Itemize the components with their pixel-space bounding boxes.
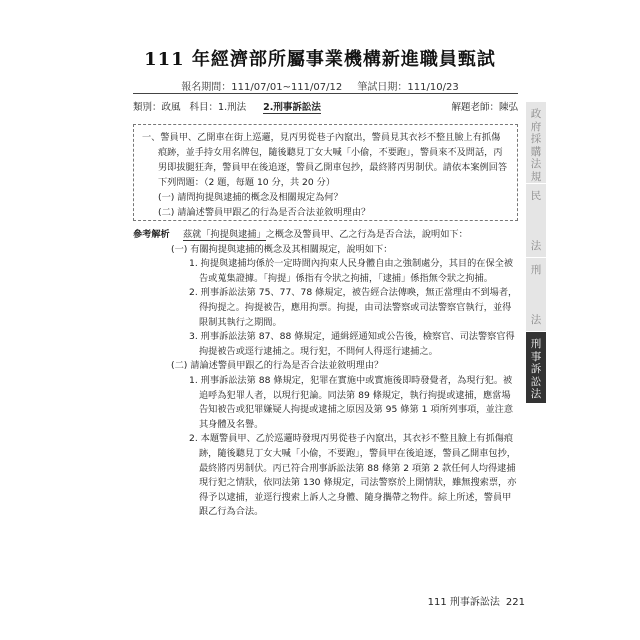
page-number: 221	[505, 597, 525, 608]
part1-item-1: 1. 拘提與逮捕均係於一定時間內拘束人民身體自由之強制處分，其目的在保全被告或蒐集證據。「拘提」係指有令狀之拘捕，「逮捕」係指無令狀之拘捕。	[189, 258, 514, 284]
meta-left	[133, 102, 327, 113]
registration-period: 報名期間：111/07/01~111/07/12	[181, 82, 343, 93]
answer-label: 參考解析	[133, 229, 170, 240]
page-footer	[428, 593, 525, 608]
meta-row	[133, 99, 518, 113]
sub-question-2: (二) 請論述警員甲跟乙的行為是否合法並敘明理由？	[158, 207, 371, 218]
part1-title: (一) 有關拘提與逮捕的概念及其相關規定，說明如下：	[171, 243, 393, 255]
part1-item-2: 2. 刑事訴訟法第 75、77、78 條規定，被告經合法傳喚，無正當理由不到場者，得拘提之。拘提被告，應用拘票。拘提，由司法警察或司法警察官執行，並得限制其執行之期間。	[189, 287, 518, 328]
side-tab-civil-end: 法	[530, 239, 542, 252]
subject-topic: 2.刑事訴訟法	[263, 102, 321, 113]
footer-book-label: 111 刑事訴訟法	[427, 597, 500, 608]
answer-intro	[133, 228, 518, 243]
subject-label: 科目：1.刑法	[189, 102, 247, 113]
side-tab-civil[interactable]: 民	[526, 184, 546, 258]
sub-question-1: (一) 請問拘提與逮捕的概念及相關規定為何？	[158, 192, 343, 203]
page-title: 111 年經濟部所屬事業機構新進職員甄試	[144, 49, 496, 70]
side-tab-procurement[interactable]: 政府採購法規	[526, 102, 546, 184]
answer-intro-rest: 之概念及警員甲、乙之行為是否合法，說明如下：	[265, 229, 468, 240]
category-label: 類別：政風	[133, 102, 181, 113]
side-tab-criminal-end: 法	[530, 313, 542, 326]
question-text	[142, 130, 509, 190]
part2-item-1: 1. 刑事訴訟法第 88 條規定，犯罪在實施中或實施後即時發覺者，為現行犯。被追呼為犯罪人者，以現行犯論。同法第 89 條規定，執行拘提或逮捕，應當場告知被告或犯罪嫌疑人拘提或逮捕之原因及第 95 條第 1 項所列事項，並注意其身體及名譽。	[189, 374, 514, 430]
part2-title: (二) 請論述警員甲跟乙的行為是否合法並敘明理由？	[171, 360, 384, 372]
side-tab-criminal[interactable]: 刑	[526, 258, 546, 332]
question-number: 一、	[142, 132, 161, 143]
answer-intro-underlined: 茲就「拘提與逮捕」	[183, 229, 266, 240]
question-box	[133, 124, 518, 221]
question-body: 警員甲、乙開車在街上巡邏，見丙男從巷子內竄出，警員見其衣衫不整且臉上有抓傷痕跡，並手持女用名牌包，隨後聽見丁女大喊「小偷，不要跑」，警員來不及問話，丙男即拔腿狂奔，警員甲在後追逐，警員乙開車包抄，最終將丙男制伏。請依本案例回答下列問題：（2 題，每題 10 分，共 20 分）	[158, 132, 508, 188]
part1-item-3: 3. 刑事訴訟法第 87、88 條規定，通緝經通知或公告後，檢察官、司法警察官得拘提被告或逕行逮捕之。現行犯，不問何人得逕行逮捕之。	[189, 331, 515, 357]
exam-dates	[0, 78, 640, 93]
teacher-label: 解題老師：陳弘	[451, 102, 518, 113]
answer-section	[133, 228, 518, 520]
title-divider	[133, 93, 518, 94]
side-tab-criminal-procedure[interactable]: 刑事訴訟法	[526, 332, 546, 404]
exam-date: 筆試日期：111/10/23	[357, 82, 459, 93]
part2-item-2: 2. 本題警員甲、乙於巡邏時發現丙男從巷子內竄出，其衣衫不整且臉上有抓傷痕跡，隨後聽見丁女大喊「小偷，不要跑」，警員甲在後追逐，警員乙開車包抄，最終將丙男制伏。丙已符合刑事訴訟法第 88 條第 2 項第 2 款任何人均得逮捕現行犯之情狀，依同法第 130 條規定，司法警察於上開情狀，雖無搜索票，亦得予以逮捕，並逕行搜索上訴人之身體、隨身攜帶之物件。綜上所述，警員甲跟乙行為合法。	[189, 433, 517, 518]
